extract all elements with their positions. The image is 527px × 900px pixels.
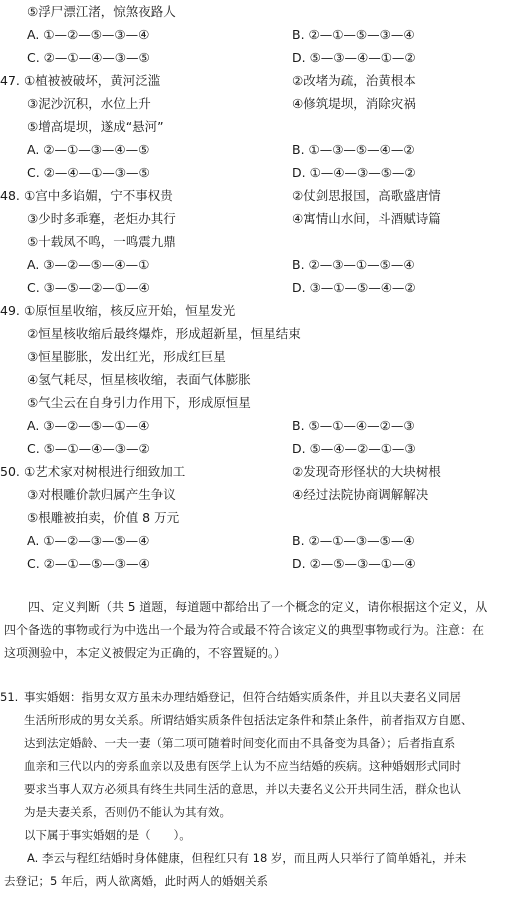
q49-item-4: ④氢气耗尽，恒星核收缩，表面气体膨胀 — [27, 372, 251, 387]
q49-option-a: A. ③—②—⑤—①—④ — [27, 418, 150, 433]
q47-item-4: ④修筑堤坝，消除灾祸 — [292, 96, 416, 111]
q50-option-d: D. ②—⑤—③—①—④ — [292, 556, 416, 571]
q51-stem-line-3: 达到法定婚龄、一夫一妻（第二项可随着时间变化而由不具备变为具备）；后者指直系 — [24, 736, 456, 750]
q47-option-b: B. ①—③—⑤—④—② — [292, 142, 415, 157]
q48-item-3: ③少时多乖蹇，老炬办其行 — [27, 211, 176, 226]
section-heading-line-3: 这项测验中，本定义被假定为正确的，不容置疑的。） — [4, 646, 287, 660]
q48-item-2: ②仗剑思报国，高歌盛唐情 — [292, 188, 441, 203]
q48-item-1: ①宫中多谄媚，宁不事权贵 — [24, 188, 173, 203]
q51-option-a-line-2: 去登记；5 年后，两人欲离婚，此时两人的婚姻关系 — [4, 874, 268, 888]
section-heading-line-1: 四、定义判断（共 5 道题，每道题中都给出了一个概念的定义，请你根据这个定义，从 — [28, 600, 488, 614]
q51-option-a-line-1: A. 李云与程红结婚时身体健康，但程红只有 18 岁，而且两人只举行了简单婚礼，并未 — [27, 851, 467, 865]
q47-option-d: D. ①—④—③—⑤—② — [292, 165, 416, 180]
q50-item-2: ②发现奇形怪状的大块树根 — [292, 464, 441, 479]
q46-option-d: D. ⑤—③—④—①—② — [292, 50, 416, 65]
q50-option-b: B. ②—①—③—⑤—④ — [292, 533, 415, 548]
q47-number: 47. — [0, 73, 20, 88]
q48-option-b: B. ②—③—①—⑤—④ — [292, 257, 415, 272]
q46-item-5: ⑤浮尸漂江渚，惊煞夜路人 — [27, 4, 176, 19]
q49-item-1: ①原恒星收缩，核反应开始，恒星发光 — [24, 303, 236, 318]
section-heading-line-2: 四个备选的事物或行为中选出一个最为符合或最不符合该定义的典型事物或行为。注意：在 — [4, 623, 485, 637]
q51-stem-line-4: 血亲和三代以内的旁系血亲以及患有医学上认为不应当结婚的疾病。这种婚姻形式同时 — [24, 759, 461, 773]
q50-item-1: ①艺术家对树根进行细致加工 — [24, 464, 186, 479]
q50-item-5: ⑤根雕被拍卖，价值 8 万元 — [27, 510, 180, 525]
q51-stem-line-5: 要求当事人双方必须具有终生共同生活的意思，并以夫妻名义公开共同生活，群众也认 — [24, 782, 461, 796]
q50-option-a: A. ①—②—③—⑤—④ — [27, 533, 150, 548]
q51-stem-line-1: 事实婚姻：指男女双方虽未办理结婚登记，但符合结婚实质条件，并且以夫妻名义同居 — [24, 690, 461, 704]
q50-item-3: ③对根雕价款归属产生争议 — [27, 487, 176, 502]
q48-option-d: D. ③—①—⑤—④—② — [292, 280, 416, 295]
q47-item-3: ③泥沙沉积，水位上升 — [27, 96, 151, 111]
q49-option-b: B. ⑤—①—④—②—③ — [292, 418, 415, 433]
q51-number: 51. — [0, 690, 19, 704]
q48-item-5: ⑤十载凤不鸣，一鸣震九鼎 — [27, 234, 176, 249]
q49-number: 49. — [0, 303, 20, 318]
q50-item-4: ④经过法院协商调解解决 — [292, 487, 429, 502]
q47-option-c: C. ②—④—①—③—⑤ — [27, 165, 150, 180]
q47-item-1: ①植被被破坏，黄河泛滥 — [24, 73, 161, 88]
q47-item-2: ②改堵为疏，治黄根本 — [292, 73, 416, 88]
q48-option-c: C. ③—⑤—②—①—④ — [27, 280, 150, 295]
q50-option-c: C. ②—①—⑤—③—④ — [27, 556, 150, 571]
q49-item-3: ③恒星膨胀，发出红光，形成红巨星 — [27, 349, 226, 364]
q46-option-b: B. ②—①—⑤—③—④ — [292, 27, 415, 42]
q46-option-c: C. ②—①—④—③—⑤ — [27, 50, 150, 65]
q49-item-5: ⑤气尘云在自身引力作用下，形成原恒星 — [27, 395, 251, 410]
q49-option-c: C. ⑤—①—④—③—② — [27, 441, 150, 456]
q48-number: 48. — [0, 188, 20, 203]
q51-question: 以下属于事实婚姻的是（ ）。 — [24, 828, 191, 842]
q49-option-d: D. ⑤—④—②—①—③ — [292, 441, 416, 456]
q47-item-5: ⑤增高堤坝，遂成“悬河” — [27, 119, 164, 134]
q50-number: 50. — [0, 464, 20, 479]
q46-option-a: A. ①—②—⑤—③—④ — [27, 27, 150, 42]
q47-option-a: A. ②—①—③—④—⑤ — [27, 142, 150, 157]
q49-item-2: ②恒星核收缩后最终爆炸，形成超新星，恒星结束 — [27, 326, 301, 341]
q51-stem-line-6: 为是夫妻关系，否则仍不能认为其有效。 — [24, 805, 231, 819]
q51-stem-line-2: 生活所形成的男女关系。所谓结婚实质条件包括法定条件和禁止条件，前者指双方自愿、 — [24, 713, 473, 727]
q48-item-4: ④寓情山水间，斗酒赋诗篇 — [292, 211, 441, 226]
q48-option-a: A. ③—②—⑤—④—① — [27, 257, 150, 272]
